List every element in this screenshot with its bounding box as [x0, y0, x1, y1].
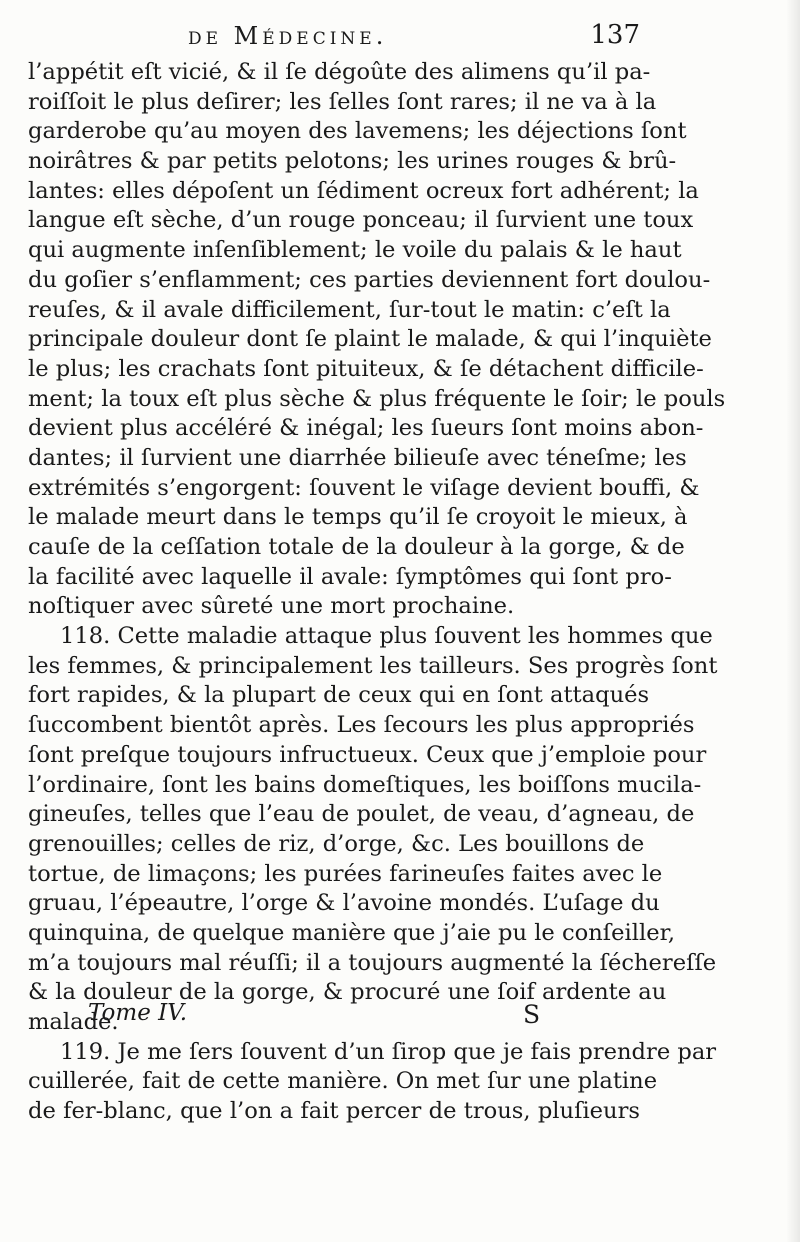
text-line: dantes; il ſurvient une diarrhée bilieuſe avec téneſme; les — [28, 444, 687, 471]
text-line: ſuccombent bientôt après. Les ſecours les plus appropriés — [28, 712, 695, 739]
page-number: 137 — [590, 20, 640, 50]
page-edge-shadow — [786, 0, 800, 1242]
text-line: m’a toujours mal réuſſi; il a toujours augmenté la ſéchereſſe — [28, 949, 717, 976]
text-line: le malade meurt dans le temps qu’il ſe croyoit le mieux, à — [28, 504, 688, 531]
text-line: l’appétit eſt vicié, & il ſe dégoûte des alimens qu’il pa- — [28, 59, 651, 85]
text-line: lantes: elles dépoſent un ſédiment ocreux fort adhérent; la — [28, 177, 699, 204]
text-line: fort rapides, & la plupart de ceux qui en ſont attaqués — [28, 682, 650, 709]
text-line: tortue, de limaçons; les purées farineuſes faites avec le — [28, 860, 663, 887]
text-line: reuſes, & il avale difficilement, ſur-tout le matin: c’eſt la — [28, 296, 671, 323]
text-line: gruau, l’épeautre, l’orge & l’avoine mondés. L’uſage du — [28, 890, 660, 917]
text-line: du goſier s’enflamment; ces parties deviennent fort doulou- — [28, 266, 711, 293]
text-line: l’ordinaire, ſont les bains domeſtiques, les boiſſons mucila- — [28, 771, 702, 798]
text-line: ment; la toux eſt plus sèche & plus fréquente le ſoir; le pouls — [28, 385, 726, 412]
text-line: langue eſt sèche, d’un rouge ponceau; il ſurvient une toux — [28, 207, 694, 234]
signature-mark: S — [523, 1000, 541, 1029]
paragraph — [28, 1038, 717, 1127]
text-line: grenouilles; celles de riz, d’orge, &c. Les bouillons de — [28, 830, 645, 857]
volume-label: Tome IV. — [88, 1000, 188, 1026]
text-line: les femmes, & principalement les tailleurs. Ses progrès ſont — [28, 652, 718, 679]
text-line: de fer-blanc, que l’on a fait percer de trous, pluſieurs — [28, 1098, 640, 1125]
page-header — [28, 18, 640, 54]
text-line: le plus; les crachats ſont pituiteux, & ſe détachent difficile- — [28, 355, 704, 382]
text-line: noſtiquer avec sûreté une mort prochaine. — [28, 593, 515, 620]
text-line: devient plus accéléré & inégal; les ſueurs ſont moins abon- — [28, 415, 704, 442]
text-line: gineuſes, telles que l’eau de poulet, de veau, d’agneau, de — [28, 801, 695, 828]
text-line: noirâtres & par petits pelotons; les urines rouges & brû- — [28, 148, 677, 175]
text-line: 118. Cette maladie attaque plus ſouvent les hommes que — [60, 623, 713, 650]
text-line: ſont preſque toujours infructueux. Ceux que j’emploie pour — [28, 741, 707, 768]
text-line: principale douleur dont ſe plaint le malade, & qui l’inquiète — [28, 326, 712, 353]
text-line: roiſſoit le plus deſirer; les ſelles ſont rares; il ne va à la — [28, 88, 657, 115]
text-line: cauſe de la ceſſation totale de la douleur à la gorge, & de — [28, 534, 685, 560]
page-footer — [28, 1000, 640, 1036]
paragraph — [28, 622, 718, 1038]
text-line: la facilité avec laquelle il avale: ſymptômes qui ſont pro- — [28, 563, 672, 590]
running-head: de Médecine. — [188, 22, 388, 50]
text-line: malade. — [28, 1009, 119, 1035]
text-line: quinquina, de quelque manière que j’aie pu le conſeiller, — [28, 919, 676, 946]
text-line: garderobe qu’au moyen des lavemens; les déjections ſont — [28, 118, 687, 145]
paragraph — [28, 58, 726, 622]
text-line: & la douleur de la gorge, & procuré une ſoif ardente au — [28, 979, 667, 1006]
body-text — [28, 58, 726, 1127]
text-line: cuillerée, fait de cette manière. On met ſur une platine — [28, 1068, 658, 1095]
text-line: extrémités s’engorgent: ſouvent le viſage devient bouffi, & — [28, 474, 700, 501]
text-line: qui augmente inſenſiblement; le voile du palais & le haut — [28, 237, 682, 264]
text-line: 119. Je me ſers ſouvent d’un ſirop que je fais prendre par — [60, 1038, 717, 1065]
